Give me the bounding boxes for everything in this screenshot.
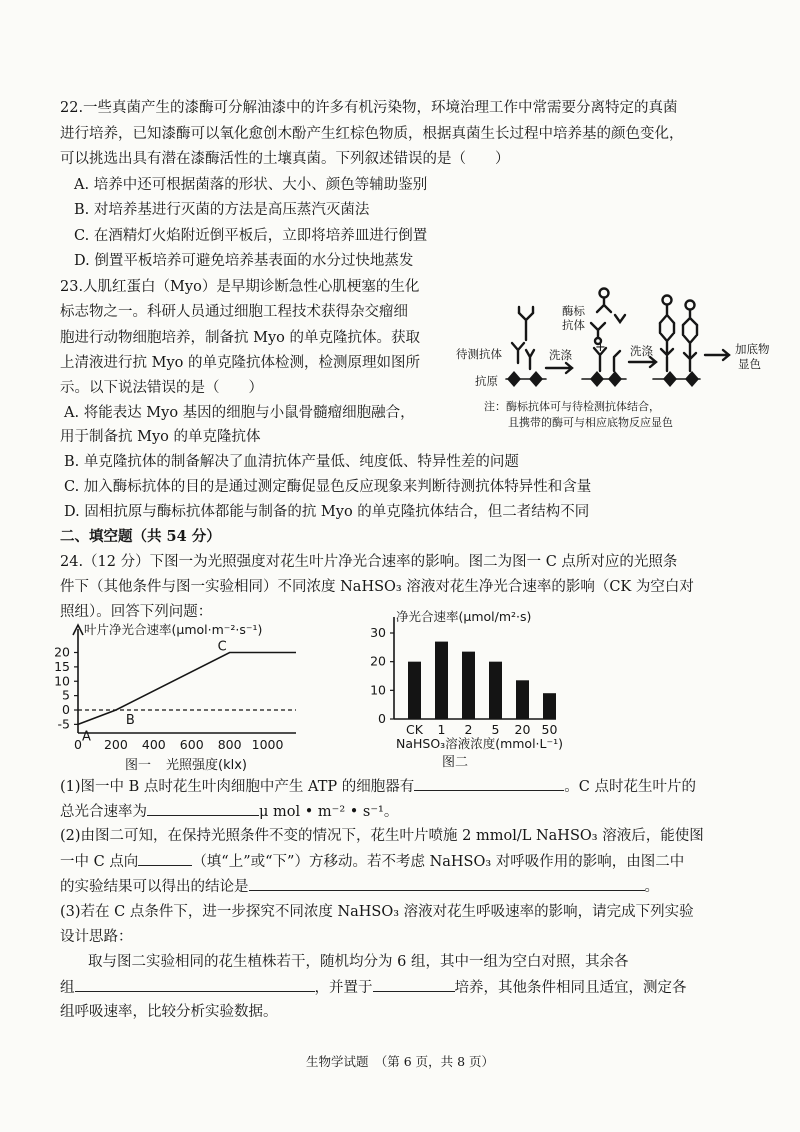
test-antibody-label: 待测抗体	[456, 347, 502, 361]
bound-complex-icon	[683, 301, 697, 372]
q24-p2-text-d: 的实验结果可以得出的结论是	[60, 879, 249, 895]
q23-option-d: D. 固相抗原与酶标抗体都能与制备的抗 Myo 的单克隆抗体结合，但二者结构不同	[64, 504, 590, 520]
diagram-note-line-2: 且携带的酶可与相应底物反应显色	[508, 416, 673, 429]
chart2-xlabel: NaHSO₃溶液浓度(mmol·L⁻¹)	[396, 736, 563, 751]
chart1-y-tick-label: 10	[54, 673, 70, 689]
chart2-category-label: 2	[464, 722, 473, 737]
q24-p2-text-c: （填“上”或“下”）方移动。若不考虑 NaHSO₃ 对呼吸作用的影响，由图二中	[192, 854, 685, 870]
chart2-bar	[435, 642, 448, 719]
section-title: 二、填空题（共 54 分）	[60, 528, 221, 545]
antigen-icon	[590, 371, 604, 387]
antigen-icon	[685, 371, 699, 387]
chart2-category-label: CK	[406, 722, 423, 737]
wash-label-1: 洗涤	[549, 348, 572, 362]
q23-stem-line-3: 胞进行动物细胞培养，制备抗 Myo 的单克隆抗体。获取	[60, 330, 420, 346]
bound-antibody-icon	[614, 351, 620, 371]
chart1-x-tick-label: 0	[74, 737, 82, 752]
page-footer: 生物学试题 （第 6 页，共 8 页）	[305, 1054, 495, 1069]
q22-option-c: C. 在酒精灯火焰附近倒平板后，立即将培养皿进行倒置	[74, 228, 428, 244]
antigen-icon	[529, 371, 543, 387]
q24-intro-line-2: 件下（其他条件与图一实验相同）不同浓度 NaHSO₃ 溶液对花生净光合速率的影响（CK 为空白对	[60, 579, 694, 595]
q23-stem-line-4: 上清液进行抗 Myo 的单克隆抗体检测，检测原理如图所	[60, 355, 420, 371]
chart1-point-label: A	[82, 729, 91, 745]
wash-arrow-1	[546, 363, 572, 373]
q24-intro-line-3: 照组）。回答下列问题：	[60, 604, 213, 620]
chart2-y-tick-label: 30	[370, 625, 386, 640]
wash-arrow-2	[629, 357, 656, 367]
chart1-y-tick-label: 15	[54, 658, 70, 674]
q23-stem-line-2: 标志物之一。科研人员通过细胞工程技术获得杂交瘤细	[60, 304, 408, 320]
substrate-label-2: 显色	[738, 357, 761, 371]
q24-p2-text-e: 。	[644, 879, 659, 895]
chart1-x-tick-label: 200	[103, 737, 128, 752]
chart2-bar	[489, 662, 502, 719]
q24-p2-line-3	[60, 876, 659, 897]
q24-p2-line-2	[60, 851, 684, 872]
chart1-caption-number: 图一	[125, 758, 152, 773]
answer-blank-conclusion[interactable]	[249, 876, 645, 891]
enzyme-antibody-icon	[615, 315, 625, 322]
elisa-diagram	[448, 285, 788, 435]
figure-1-line-chart	[40, 615, 340, 775]
test-antibody-icon	[512, 343, 524, 363]
chart2-bar	[408, 662, 421, 719]
enzyme-antibody-label-2: 抗体	[562, 318, 585, 332]
chart2-category-label: 1	[437, 722, 446, 737]
chart2-category-label: 50	[541, 722, 558, 737]
answer-blank-organelles[interactable]	[414, 776, 564, 791]
substrate-arrow	[705, 350, 729, 360]
chart2-y-tick-label: 10	[370, 682, 386, 698]
q22-option-d: D. 倒置平板培养可避免培养基表面的水分过快地蒸发	[74, 253, 414, 269]
q23-option-b: B. 单克隆抗体的制备解决了血清抗体产量低、纯度低、特异性差的问题	[64, 454, 519, 470]
chart1-ylabel: 叶片净光合速率(μmol·m⁻²·s⁻¹)	[84, 622, 263, 637]
chart1-x-tick-label: 600	[179, 737, 204, 752]
answer-blank-direction[interactable]	[138, 851, 192, 866]
chart2-bar	[543, 693, 556, 719]
q24-p3-text-f: 培养，其他条件相同且适宜，测定各	[454, 980, 687, 996]
chart1-x-tick-label: 1000	[251, 737, 284, 752]
chart1-point-label: C	[217, 639, 227, 655]
q23-option-c: C. 加入酶标抗体的目的是通过测定酶促显色反应现象来判断待测抗体特异性和含量	[64, 479, 592, 495]
chart2-bar	[462, 652, 475, 719]
test-antibody-icon	[526, 350, 534, 369]
chart1-x-tick-label: 400	[141, 737, 166, 752]
answer-blank-total-rate[interactable]	[147, 801, 259, 816]
q22-stem-line-3: 可以挑选出具有潜在漆酶活性的土壤真菌。下列叙述错误的是（ ）	[60, 151, 510, 167]
q24-intro-line-1: 24.（12 分）下图一为光照强度对花生叶片净光合速率的影响。图二为图一 C 点所对应的光照条	[60, 554, 678, 570]
q24-p1-text-b: 。C 点时花生叶片的	[564, 779, 696, 795]
q24-p1-text-a: (1)图一中 B 点时花生叶肉细胞中产生 ATP 的细胞器有	[60, 779, 415, 795]
q24-p2-text-b: 一中 C 点向	[60, 854, 139, 870]
q22-stem-line-2: 进行培养，已知漆酶可以氧化愈创木酚产生红棕色物质，根据真菌生长过程中培养基的颜色变化，	[60, 126, 684, 142]
answer-blank-condition[interactable]	[373, 977, 455, 992]
chart1-point-label: B	[125, 713, 135, 728]
enzyme-antibody-label-1: 酶标	[562, 304, 585, 318]
q24-p3-line-2: 设计思路：	[60, 929, 133, 945]
chart2-category-label: 20	[514, 722, 531, 737]
q24-p3-text-d: 组	[60, 980, 75, 996]
chart1-y-tick-label: 0	[62, 702, 70, 717]
q22-option-b: B. 对培养基进行灭菌的方法是高压蒸汽灭菌法	[74, 202, 370, 218]
q24-p3-line-3: 取与图二实验相同的花生植株若干，随机均分为 6 组，其中一组为空白对照，其余各	[88, 954, 629, 970]
q24-p3-line-4	[60, 977, 687, 998]
q24-p3-line-1: (3)若在 C 点条件下，进一步探究不同浓度 NaHSO₃ 溶液对花生呼吸速率的影响，请完成下列实验	[60, 904, 694, 920]
chart2-y-tick-label: 0	[378, 711, 386, 726]
substrate-label-1: 加底物	[735, 342, 770, 356]
diagram-note-line-1: 注：酶标抗体可与待检测抗体结合，	[484, 400, 660, 413]
chart1-y-tick-label: 20	[54, 644, 70, 660]
test-antibody-icon	[519, 307, 533, 340]
q24-p3-line-5: 组呼吸速率，比较分析实验数据。	[60, 1004, 278, 1020]
enzyme-antibody-icon	[597, 289, 611, 313]
chart1-caption-label: 光照强度(klx)	[166, 758, 247, 773]
q24-p1-text-c: 总光合速率为	[60, 804, 147, 820]
antigen-icon	[663, 371, 677, 387]
figure-2-bar-chart	[360, 605, 590, 775]
q24-p1-line-2	[60, 801, 398, 822]
q23-stem-line-5: 示。以下说法错误的是（ ）	[60, 380, 263, 396]
q24-p1-line-1	[60, 776, 696, 797]
bound-complex-icon	[660, 296, 674, 372]
chart2-category-label: 5	[491, 722, 500, 737]
chart2-caption: 图二	[442, 755, 469, 770]
q24-p3-text-e: ，并置于	[314, 980, 373, 996]
q23-option-a-line-1: A. 将能表达 Myo 基因的细胞与小鼠骨髓瘤细胞融合，	[64, 405, 415, 421]
antigen-icon	[608, 371, 622, 387]
q23-option-a-line-2: 用于制备抗 Myo 的单克隆抗体	[60, 429, 261, 445]
q24-p2-line-1: (2)由图二可知，在保持光照条件不变的情况下，花生叶片喷施 2 mmol/L NaHSO₃ 溶液后，能使图	[60, 828, 704, 844]
q24-p1-text-d: μ mol • m⁻² • s⁻¹。	[259, 804, 399, 820]
q23-stem-line-1: 23.人肌红蛋白（Myo）是早期诊断急性心肌梗塞的生化	[60, 279, 420, 295]
wash-label-2: 洗涤	[630, 344, 653, 358]
antigen-label: 抗原	[475, 374, 498, 388]
answer-blank-treatment[interactable]	[75, 977, 315, 992]
chart2-bar	[516, 680, 529, 719]
q22-option-a: A. 培养中还可根据菌落的形状、大小、颜色等辅助鉴别	[74, 177, 428, 193]
q22-stem-line-1: 22.一些真菌产生的漆酶可分解油漆中的许多有机污染物，环境治理工作中常需要分离特定的真菌	[60, 100, 678, 116]
chart2-y-tick-label: 20	[370, 653, 386, 669]
chart1-series-line	[78, 653, 296, 725]
plus-sign: +	[595, 340, 606, 355]
chart1-x-tick-label: 800	[217, 737, 242, 752]
chart1-y-tick-label: -5	[57, 716, 70, 732]
antigen-icon	[507, 371, 521, 387]
chart1-y-tick-label: 5	[62, 687, 70, 703]
chart2-ylabel: 净光合速率(μmol/m²·s)	[396, 609, 532, 624]
